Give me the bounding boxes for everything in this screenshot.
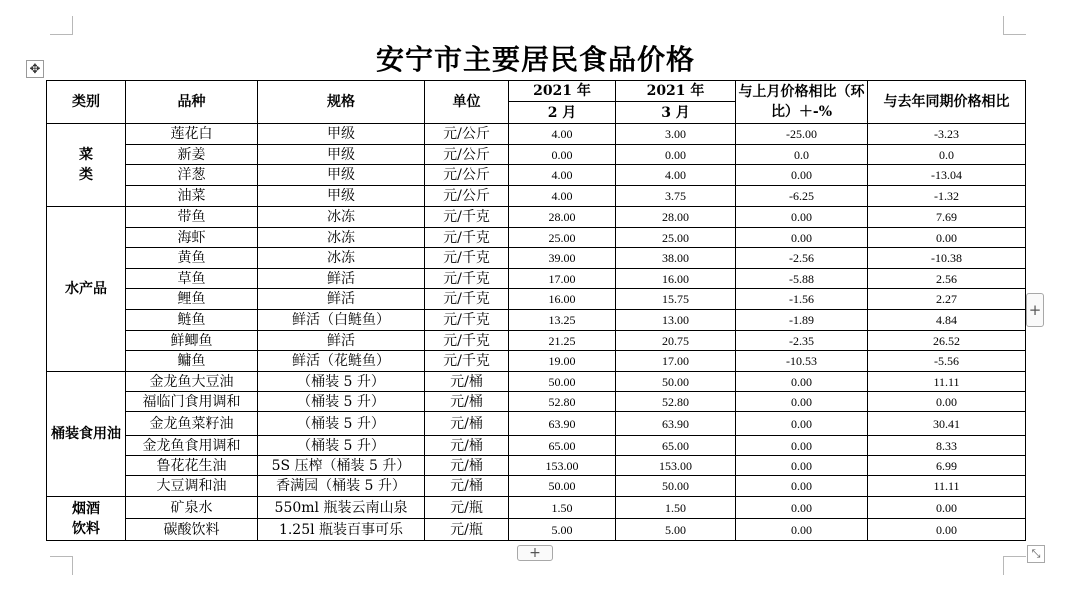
variety-cell: 草鱼 bbox=[126, 269, 258, 289]
table-row bbox=[47, 412, 1026, 436]
unit-cell: 元/千克 bbox=[425, 289, 509, 310]
yoy-cell: -3.23 bbox=[868, 124, 1026, 145]
mar-cell: 52.80 bbox=[616, 392, 736, 412]
table-row bbox=[47, 289, 1026, 310]
mar-cell: 20.75 bbox=[616, 331, 736, 351]
feb-cell: 39.00 bbox=[509, 248, 616, 269]
table-row bbox=[47, 186, 1026, 207]
yoy-cell: -10.38 bbox=[868, 248, 1026, 269]
table-row bbox=[47, 497, 1026, 519]
mar-cell: 3.75 bbox=[616, 186, 736, 207]
mom-cell: -2.35 bbox=[736, 331, 868, 351]
mar-cell: 1.50 bbox=[616, 497, 736, 519]
mar-cell: 63.90 bbox=[616, 412, 736, 436]
header-variety: 品种 bbox=[126, 81, 258, 124]
yoy-cell: 30.41 bbox=[868, 412, 1026, 436]
spec-cell: 甲级 bbox=[258, 145, 425, 165]
table-row bbox=[47, 145, 1026, 165]
spec-cell: 鲜活 bbox=[258, 269, 425, 289]
mar-cell: 0.00 bbox=[616, 145, 736, 165]
feb-cell: 4.00 bbox=[509, 124, 616, 145]
mom-cell: 0.00 bbox=[736, 412, 868, 436]
feb-cell: 28.00 bbox=[509, 207, 616, 228]
variety-cell: 新姜 bbox=[126, 145, 258, 165]
feb-cell: 50.00 bbox=[509, 372, 616, 392]
table-row bbox=[47, 351, 1026, 372]
variety-cell: 福临门食用调和 bbox=[126, 392, 258, 412]
spec-cell: （桶装 5 升） bbox=[258, 372, 425, 392]
mom-cell: 0.00 bbox=[736, 519, 868, 541]
feb-cell: 5.00 bbox=[509, 519, 616, 541]
header-mom-text: 与上月价格相比（环比）＋-% bbox=[738, 84, 865, 120]
page-corner-bottom-left bbox=[50, 556, 73, 575]
feb-cell: 63.90 bbox=[509, 412, 616, 436]
spec-cell: 冰冻 bbox=[258, 228, 425, 248]
header-category: 类别 bbox=[47, 81, 126, 124]
unit-cell: 元/桶 bbox=[425, 456, 509, 476]
feb-cell: 21.25 bbox=[509, 331, 616, 351]
mom-cell: -10.53 bbox=[736, 351, 868, 372]
unit-cell: 元/桶 bbox=[425, 412, 509, 436]
yoy-cell: -13.04 bbox=[868, 165, 1026, 186]
yoy-cell: 0.00 bbox=[868, 392, 1026, 412]
spec-cell: 香满园（桶装 5 升） bbox=[258, 476, 425, 497]
yoy-cell: 2.56 bbox=[868, 269, 1026, 289]
mom-cell: 0.0 bbox=[736, 145, 868, 165]
mom-cell: 0.00 bbox=[736, 165, 868, 186]
mar-cell: 3.00 bbox=[616, 124, 736, 145]
spec-cell: 1.25l 瓶装百事可乐 bbox=[258, 519, 425, 541]
variety-cell: 鲢鱼 bbox=[126, 310, 258, 331]
mom-cell: -2.56 bbox=[736, 248, 868, 269]
header-mom bbox=[736, 81, 868, 124]
yoy-cell: 0.00 bbox=[868, 228, 1026, 248]
spec-cell: 甲级 bbox=[258, 186, 425, 207]
table-resize-handle-icon[interactable]: ⤡ bbox=[1027, 545, 1045, 563]
unit-cell: 元/千克 bbox=[425, 228, 509, 248]
feb-cell: 25.00 bbox=[509, 228, 616, 248]
variety-cell: 鲁花花生油 bbox=[126, 456, 258, 476]
variety-cell: 油菜 bbox=[126, 186, 258, 207]
mar-cell: 17.00 bbox=[616, 351, 736, 372]
table-row bbox=[47, 456, 1026, 476]
feb-cell: 65.00 bbox=[509, 436, 616, 456]
unit-cell: 元/千克 bbox=[425, 351, 509, 372]
variety-cell: 金龙鱼菜籽油 bbox=[126, 412, 258, 436]
yoy-cell: -1.32 bbox=[868, 186, 1026, 207]
unit-cell: 元/公斤 bbox=[425, 124, 509, 145]
table-row bbox=[47, 392, 1026, 412]
table-row bbox=[47, 476, 1026, 497]
variety-cell: 鲜鲫鱼 bbox=[126, 331, 258, 351]
table-row bbox=[47, 372, 1026, 392]
unit-cell: 元/公斤 bbox=[425, 186, 509, 207]
mar-cell: 50.00 bbox=[616, 372, 736, 392]
mom-cell: 0.00 bbox=[736, 456, 868, 476]
spec-cell: （桶装 5 升） bbox=[258, 392, 425, 412]
variety-cell: 金龙鱼食用调和 bbox=[126, 436, 258, 456]
yoy-cell: 2.27 bbox=[868, 289, 1026, 310]
mar-cell: 38.00 bbox=[616, 248, 736, 269]
header-mar-month: 3 月 bbox=[616, 102, 736, 124]
yoy-cell: 4.84 bbox=[868, 310, 1026, 331]
variety-cell: 大豆调和油 bbox=[126, 476, 258, 497]
document-title: 安宁市主要居民食品价格 bbox=[375, 43, 695, 76]
table-row bbox=[47, 248, 1026, 269]
mar-cell: 25.00 bbox=[616, 228, 736, 248]
mom-cell: 0.00 bbox=[736, 228, 868, 248]
mar-cell: 4.00 bbox=[616, 165, 736, 186]
mom-cell: -1.89 bbox=[736, 310, 868, 331]
mar-cell: 50.00 bbox=[616, 476, 736, 497]
spec-cell: 甲级 bbox=[258, 165, 425, 186]
mom-cell: -6.25 bbox=[736, 186, 868, 207]
spec-cell: （桶装 5 升） bbox=[258, 412, 425, 436]
unit-cell: 元/公斤 bbox=[425, 165, 509, 186]
table-row bbox=[47, 331, 1026, 351]
spec-cell: 550ml 瓶装云南山泉 bbox=[258, 497, 425, 519]
feb-cell: 19.00 bbox=[509, 351, 616, 372]
mom-cell: 0.00 bbox=[736, 436, 868, 456]
variety-cell: 金龙鱼大豆油 bbox=[126, 372, 258, 392]
mar-cell: 13.00 bbox=[616, 310, 736, 331]
yoy-cell: 0.00 bbox=[868, 519, 1026, 541]
table-row bbox=[47, 269, 1026, 289]
variety-cell: 莲花白 bbox=[126, 124, 258, 145]
feb-cell: 153.00 bbox=[509, 456, 616, 476]
yoy-cell: 11.11 bbox=[868, 372, 1026, 392]
header-unit: 单位 bbox=[425, 81, 509, 124]
feb-cell: 17.00 bbox=[509, 269, 616, 289]
yoy-cell: 6.99 bbox=[868, 456, 1026, 476]
spec-cell: 冰冻 bbox=[258, 207, 425, 228]
unit-cell: 元/千克 bbox=[425, 207, 509, 228]
unit-cell: 元/桶 bbox=[425, 392, 509, 412]
spec-cell: 鲜活（花鲢鱼） bbox=[258, 351, 425, 372]
mar-cell: 153.00 bbox=[616, 456, 736, 476]
unit-cell: 元/千克 bbox=[425, 248, 509, 269]
table-row bbox=[47, 310, 1026, 331]
price-table bbox=[46, 80, 1026, 541]
variety-cell: 海虾 bbox=[126, 228, 258, 248]
yoy-cell: 0.00 bbox=[868, 497, 1026, 519]
table-row bbox=[47, 436, 1026, 456]
mar-cell: 28.00 bbox=[616, 207, 736, 228]
feb-cell: 4.00 bbox=[509, 186, 616, 207]
yoy-cell: 0.0 bbox=[868, 145, 1026, 165]
spec-cell: 鲜活 bbox=[258, 331, 425, 351]
mom-cell: 0.00 bbox=[736, 476, 868, 497]
table-row bbox=[47, 519, 1026, 541]
spec-cell: 5S 压榨（桶装 5 升） bbox=[258, 456, 425, 476]
mar-cell: 16.00 bbox=[616, 269, 736, 289]
category-cell-drinks: 烟酒 饮料 bbox=[47, 497, 126, 541]
variety-cell: 鳙鱼 bbox=[126, 351, 258, 372]
table-row bbox=[47, 165, 1026, 186]
spec-cell: （桶装 5 升） bbox=[258, 436, 425, 456]
yoy-cell: 26.52 bbox=[868, 331, 1026, 351]
unit-cell: 元/千克 bbox=[425, 310, 509, 331]
feb-cell: 13.25 bbox=[509, 310, 616, 331]
yoy-cell: 8.33 bbox=[868, 436, 1026, 456]
page-corner-bottom-right bbox=[1003, 556, 1026, 575]
mom-cell: 0.00 bbox=[736, 392, 868, 412]
feb-cell: 16.00 bbox=[509, 289, 616, 310]
yoy-cell: 7.69 bbox=[868, 207, 1026, 228]
header-yoy bbox=[868, 81, 1026, 124]
unit-cell: 元/桶 bbox=[425, 372, 509, 392]
feb-cell: 4.00 bbox=[509, 165, 616, 186]
spec-cell: 冰冻 bbox=[258, 248, 425, 269]
table-row bbox=[47, 207, 1026, 228]
variety-cell: 碳酸饮料 bbox=[126, 519, 258, 541]
category-cell-oil: 桶装食用油 bbox=[47, 372, 126, 497]
category-cell-aquatic: 水产品 bbox=[47, 207, 126, 372]
spec-cell: 鲜活（白鲢鱼） bbox=[258, 310, 425, 331]
mar-cell: 5.00 bbox=[616, 519, 736, 541]
table-header-row bbox=[47, 81, 1026, 102]
mom-cell: 0.00 bbox=[736, 207, 868, 228]
mar-cell: 65.00 bbox=[616, 436, 736, 456]
variety-cell: 矿泉水 bbox=[126, 497, 258, 519]
yoy-cell: 11.11 bbox=[868, 476, 1026, 497]
header-yoy-text: 与去年同期价格相比 bbox=[883, 94, 1010, 110]
mom-cell: 0.00 bbox=[736, 497, 868, 519]
unit-cell: 元/瓶 bbox=[425, 497, 509, 519]
feb-cell: 1.50 bbox=[509, 497, 616, 519]
mar-cell: 15.75 bbox=[616, 289, 736, 310]
unit-cell: 元/千克 bbox=[425, 269, 509, 289]
header-spec: 规格 bbox=[258, 81, 425, 124]
feb-cell: 50.00 bbox=[509, 476, 616, 497]
add-row-button[interactable]: + bbox=[517, 545, 553, 561]
spec-cell: 鲜活 bbox=[258, 289, 425, 310]
header-mar-year: 2021 年 bbox=[616, 81, 736, 102]
yoy-cell: -5.56 bbox=[868, 351, 1026, 372]
unit-cell: 元/桶 bbox=[425, 436, 509, 456]
mom-cell: 0.00 bbox=[736, 372, 868, 392]
feb-cell: 52.80 bbox=[509, 392, 616, 412]
page-corner-top-right bbox=[1003, 16, 1026, 35]
unit-cell: 元/瓶 bbox=[425, 519, 509, 541]
mom-cell: -1.56 bbox=[736, 289, 868, 310]
table-row bbox=[47, 228, 1026, 248]
unit-cell: 元/公斤 bbox=[425, 145, 509, 165]
variety-cell: 鲤鱼 bbox=[126, 289, 258, 310]
unit-cell: 元/桶 bbox=[425, 476, 509, 497]
table-row bbox=[47, 124, 1026, 145]
header-feb-year: 2021 年 bbox=[509, 81, 616, 102]
add-column-button[interactable]: + bbox=[1026, 293, 1044, 327]
table-move-handle-icon[interactable]: ✥ bbox=[26, 60, 44, 78]
mom-cell: -5.88 bbox=[736, 269, 868, 289]
page-corner-top-left bbox=[50, 16, 73, 35]
variety-cell: 洋葱 bbox=[126, 165, 258, 186]
variety-cell: 黄鱼 bbox=[126, 248, 258, 269]
variety-cell: 带鱼 bbox=[126, 207, 258, 228]
unit-cell: 元/千克 bbox=[425, 331, 509, 351]
spec-cell: 甲级 bbox=[258, 124, 425, 145]
mom-cell: -25.00 bbox=[736, 124, 868, 145]
header-feb-month: 2 月 bbox=[509, 102, 616, 124]
feb-cell: 0.00 bbox=[509, 145, 616, 165]
category-cell-vegetables: 菜 类 bbox=[47, 124, 126, 207]
